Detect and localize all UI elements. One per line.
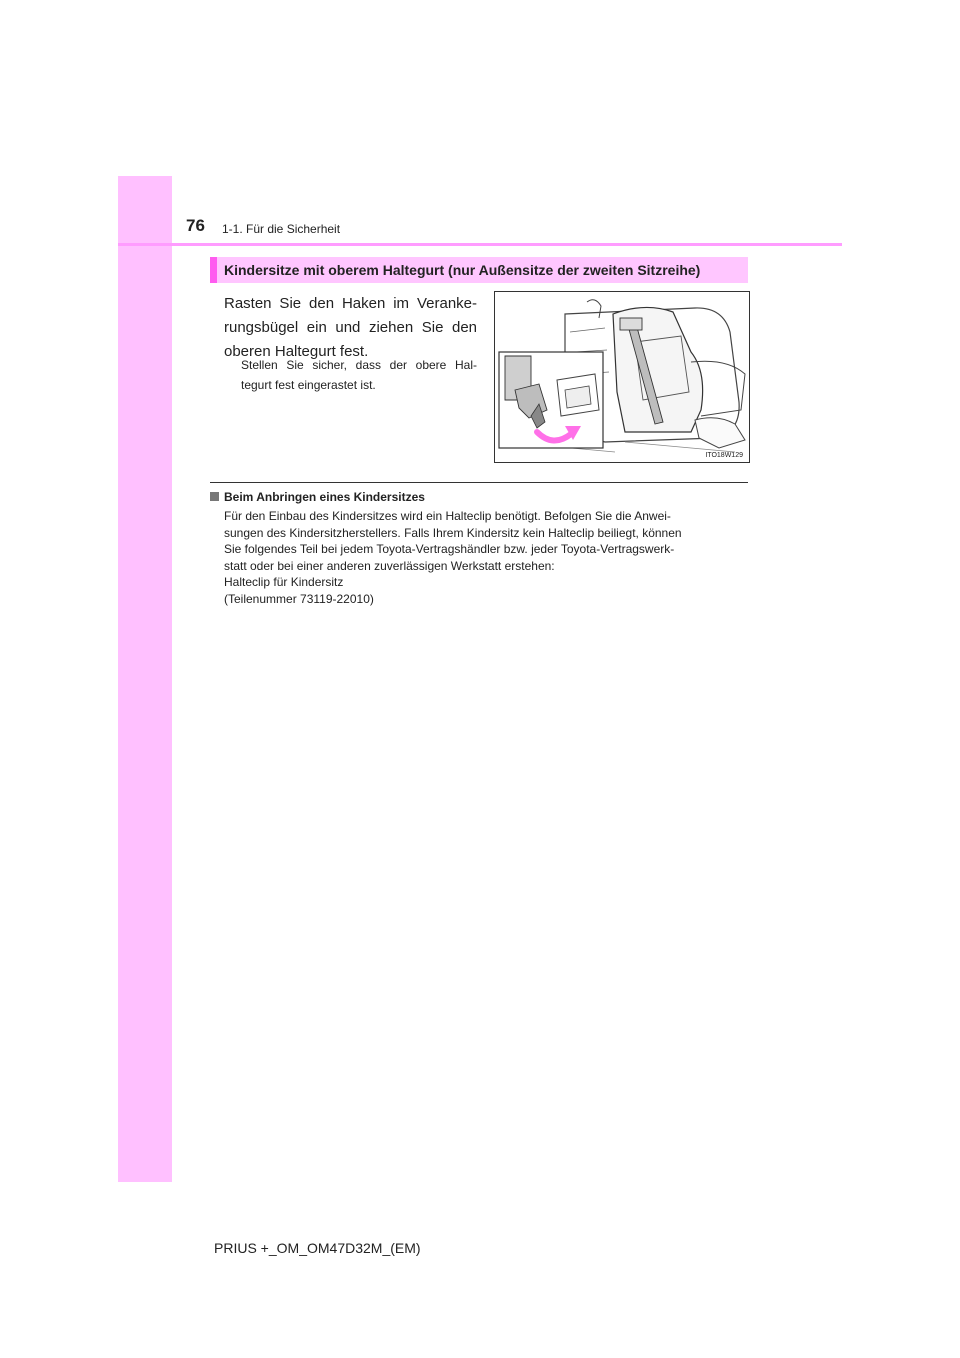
- info-line: (Teilenummer 73119-22010): [224, 591, 374, 606]
- info-heading: [210, 490, 425, 504]
- info-heading-text: Beim Anbringen eines Kindersitzes: [224, 490, 425, 504]
- section-divider: [210, 482, 748, 483]
- child-seat-illustration: [494, 291, 750, 463]
- square-bullet-icon: [210, 492, 219, 501]
- info-line: statt oder bei einer anderen zuverlässigen Werkstatt erstehen:: [224, 558, 555, 573]
- section-heading-bar: [210, 257, 748, 283]
- section-title: Kindersitze mit oberem Haltegurt (nur Außensitze der zweiten Sitzreihe): [224, 262, 701, 278]
- info-line: Halteclip für Kindersitz: [224, 575, 344, 589]
- info-line: Für den Einbau des Kindersitzes wird ein Halteclip benötigt. Befolgen Sie die Anwei-: [224, 509, 671, 523]
- illustration-code: ITO18W129: [705, 452, 743, 459]
- info-line: Sie folgendes Teil bei jedem Toyota-Vertragshändler bzw. jeder Toyota-Vertragswerk-: [224, 542, 675, 556]
- child-seat-drawing: [495, 292, 749, 462]
- chapter-title: 1-1. Für die Sicherheit: [222, 222, 341, 236]
- page-number: 76: [186, 216, 205, 235]
- side-band: [118, 176, 172, 1182]
- info-line: sungen des Kindersitzherstellers. Falls Ihrem Kindersitz kein Halteclip beiliegt, können: [224, 525, 682, 540]
- header-rule: [118, 243, 842, 246]
- step-note: Stellen Sie sicher, dass der obere Hal- tegurt fest eingerastet ist.: [241, 358, 477, 392]
- footer-doc-code: PRIUS +_OM_OM47D32M_(EM): [214, 1240, 421, 1256]
- info-body: [224, 508, 744, 607]
- section-accent: [210, 257, 217, 283]
- step-text: Rasten Sie den Haken im Veranke- rungsbügel ein und ziehen Sie den oberen Haltegurt fest.: [224, 295, 477, 360]
